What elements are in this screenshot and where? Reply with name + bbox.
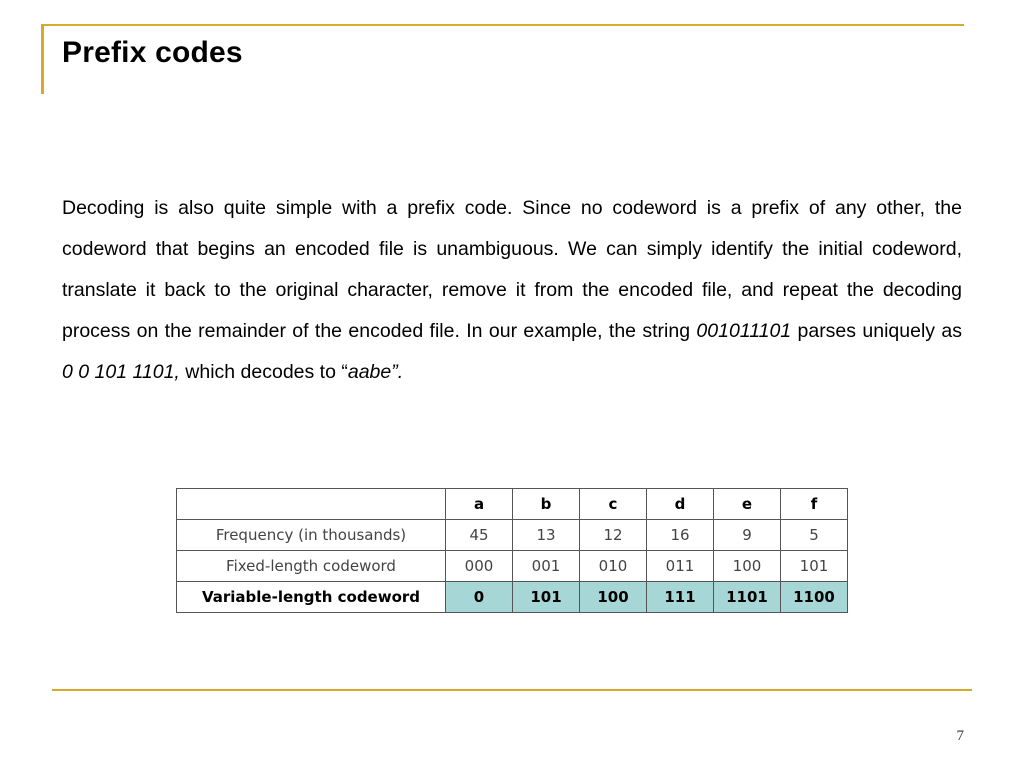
paragraph-text-1: Decoding is also quite simple with a prefix code. Since no codeword is a prefix of any other, the codeword that begins an encoded file is unambiguous. We can simply identify the initial codeword, translate it back to the original character, remove it from the encoded file, and repeat the decoding process on the remainder of the encoded file. In our example, the string — [62, 197, 962, 342]
table-cell: 000 — [446, 551, 513, 582]
table-cell-highlighted: 1101 — [714, 582, 781, 613]
table-cell: 100 — [714, 551, 781, 582]
table-cell-highlighted: 0 — [446, 582, 513, 613]
decoded-result: aabe”. — [347, 361, 404, 383]
table-cell: 001 — [513, 551, 580, 582]
left-accent-rule — [41, 24, 44, 94]
top-accent-rule — [42, 24, 964, 26]
table-cell: 9 — [714, 520, 781, 551]
header-d: d — [647, 489, 714, 520]
table-cell: 010 — [580, 551, 647, 582]
paragraph-text-3: which decodes to “ — [179, 361, 348, 383]
example-string: 001011101 — [696, 320, 792, 342]
table-cell: 16 — [647, 520, 714, 551]
header-c: c — [580, 489, 647, 520]
table-row-frequency — [177, 520, 848, 551]
page-number: 7 — [956, 728, 964, 744]
table-cell: 011 — [647, 551, 714, 582]
table-header-corner — [177, 489, 446, 520]
header-b: b — [513, 489, 580, 520]
table-cell: 5 — [781, 520, 848, 551]
body-paragraph — [62, 188, 962, 393]
table-row-fixed-length — [177, 551, 848, 582]
bottom-accent-rule — [52, 689, 972, 691]
row-label-frequency: Frequency (in thousands) — [177, 520, 446, 551]
row-label-fixed-length: Fixed-length codeword — [177, 551, 446, 582]
row-label-variable-length: Variable-length codeword — [177, 582, 446, 613]
table-cell-highlighted: 1100 — [781, 582, 848, 613]
codeword-table — [176, 488, 848, 613]
table-cell-highlighted: 111 — [647, 582, 714, 613]
table-cell: 12 — [580, 520, 647, 551]
table-header-row — [177, 489, 848, 520]
slide-title: Prefix codes — [62, 36, 243, 69]
parsed-codewords: 0 0 101 1101, — [62, 361, 180, 383]
table-cell: 45 — [446, 520, 513, 551]
header-e: e — [714, 489, 781, 520]
header-f: f — [781, 489, 848, 520]
table-cell: 101 — [781, 551, 848, 582]
table-row-variable-length — [177, 582, 848, 613]
table-cell-highlighted: 100 — [580, 582, 647, 613]
table-cell-highlighted: 101 — [513, 582, 580, 613]
header-a: a — [446, 489, 513, 520]
paragraph-text-2: parses uniquely as — [791, 320, 962, 342]
table-cell: 13 — [513, 520, 580, 551]
